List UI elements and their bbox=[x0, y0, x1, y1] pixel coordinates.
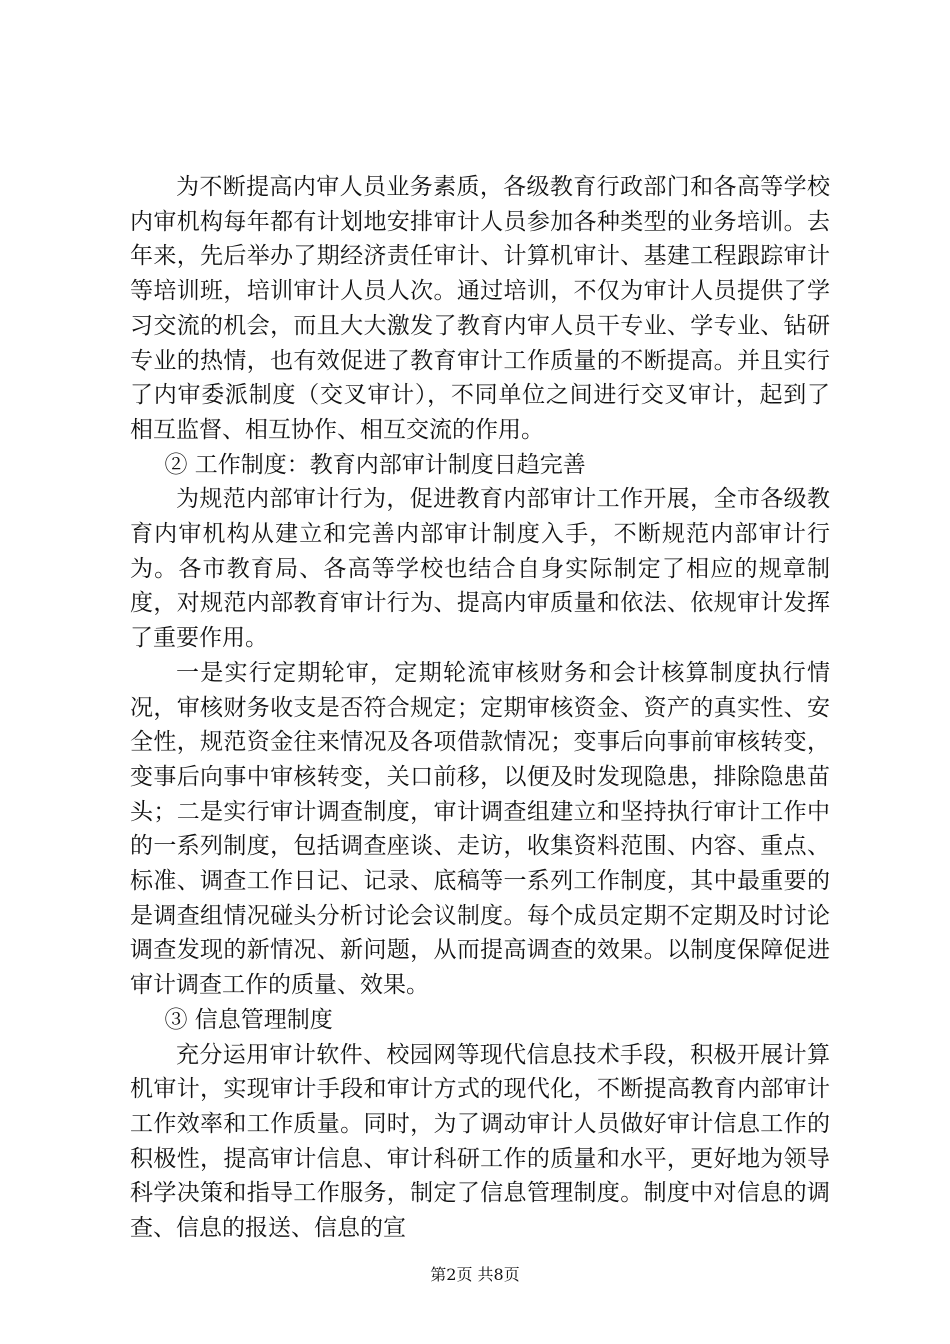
paragraph-measures: 一是实行定期轮审，定期轮流审核财务和会计核算制度执行情况，审核财务收支是否符合规定；定期审核资金、资产的真实性、安全性，规范资金往来情况及各项借款情况；变事后向事前审核转变，变事后向事中审核转变，关口前移，以便及时发现隐患，排除隐患苗头；二是实行审计调查制度，审计调查组建立和坚持执行审计工作中的一系列制度，包括调查座谈、走访，收集资料范围、内容、重点、标准、调查工作日记、记录、底稿等一系列工作制度，其中最重要的是调查组情况碰头分析讨论会议制度。每个成员定期不定期及时讨论调查发现的新情况、新问题，从而提高调查的效果。以制度保障促进审计调查工作的质量、效果。 bbox=[130, 659, 830, 999]
paragraph-training: 为不断提高内审人员业务素质，各级教育行政部门和各高等学校内审机构每年都有计划地安排审计人员参加各种类型的业务培训。去年来，先后举办了期经济责任审计、计算机审计、基建工程跟踪审计等培训班，培训审计人员人次。通过培训，不仅为审计人员提供了学习交流的机会，而且大大激发了教育内审人员干专业、学专业、钻研专业的热情，也有效促进了教育审计工作质量的不断提高。并且实行了内审委派制度（交叉审计），不同单位之间进行交叉审计，起到了相互监督、相互协作、相互交流的作用。 bbox=[130, 174, 830, 443]
paragraph-regulation: 为规范内部审计行为，促进教育内部审计工作开展，全市各级教育内审机构从建立和完善内部审计制度入手，不断规范内部审计行为。各市教育局、各高等学校也结合自身实际制定了相应的规章制度，对规范内部教育审计行为、提高内审质量和依法、依规审计发挥了重要作用。 bbox=[130, 486, 830, 652]
section-heading-work-system: ② 工作制度：教育内部审计制度日趋完善 bbox=[164, 451, 586, 478]
body-text bbox=[130, 170, 830, 1246]
page-number-footer: 第2页 共8页 bbox=[430, 1265, 520, 1284]
paragraph-info-tech: 充分运用审计软件、校园网等现代信息技术手段，积极开展计算机审计，实现审计手段和审计方式的现代化，不断提高教育内部审计工作效率和工作质量。同时，为了调动审计人员做好审计信息工作的积极性，提高审计信息、审计科研工作的质量和水平，更好地为领导科学决策和指导工作服务，制定了信息管理制度。制度中对信息的调查、信息的报送、信息的宣 bbox=[130, 1041, 830, 1242]
section-heading-info-management: ③ 信息管理制度 bbox=[164, 1006, 333, 1033]
